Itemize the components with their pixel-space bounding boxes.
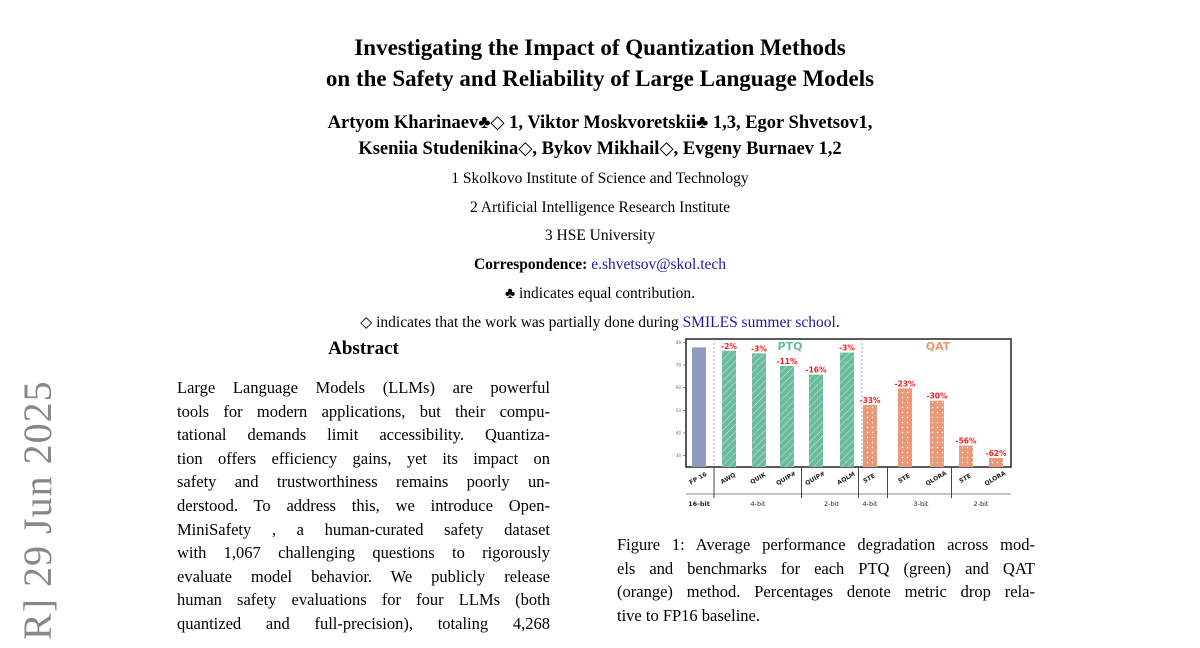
abstract-line: quantized and full-precision), totaling 4,268 [177, 613, 550, 633]
y-tick-label: 70 [675, 362, 681, 368]
category-label: QUIK [749, 471, 768, 486]
abstract-heading: Abstract [328, 338, 399, 359]
bit-group-label: 4-bit [862, 500, 878, 508]
ptq-label: PTQ [777, 340, 803, 353]
category-label: STE [897, 472, 912, 485]
bar [752, 353, 766, 467]
category-label: AWQ [719, 471, 737, 486]
equal-contribution-note: ♣ indicates equal contribution. [504, 285, 696, 302]
abstract-line: Large Language Models (LLMs) are powerful [177, 378, 550, 397]
bit-group-label: 2-bit [973, 500, 989, 508]
bar [930, 401, 944, 467]
bit-group-label: 2-bit [824, 500, 839, 508]
y-tick-label: 30 [675, 453, 681, 459]
abstract-line: human safety evaluations for four LLMs (both [177, 590, 550, 610]
bar [989, 458, 1003, 467]
category-label: AQLM [836, 470, 857, 487]
drop-label: -30% [926, 391, 948, 401]
bar [722, 351, 736, 467]
bar [863, 405, 877, 467]
drop-label: -2% [721, 341, 737, 351]
drop-label: -56% [955, 436, 977, 446]
y-tick-label: 40 [675, 430, 681, 436]
category-label: QLORA [924, 469, 948, 488]
affiliation-1: 1 Skolkovo Institute of Science and Technology [451, 170, 749, 187]
bit-group-label: 3-bit [913, 500, 929, 508]
arxiv-stamp: R] 29 Jun 2025 [15, 380, 60, 640]
drop-label: -3% [751, 344, 767, 354]
abstract-line: tion offers efficiency gains, yet its impact on [177, 448, 550, 468]
bit-group-label: 16-bit [688, 500, 710, 508]
y-tick-label: 50 [675, 407, 681, 413]
abstract-line: MiniSafety , a human-curated safety dataset [177, 519, 550, 539]
figure-caption [617, 533, 1035, 627]
email-link[interactable]: e.shvetsov@skol.tech [591, 256, 727, 273]
bar [692, 347, 706, 467]
y-tick-label: 60 [675, 385, 681, 391]
category-label: QUIP# [775, 470, 798, 488]
bar [840, 353, 854, 467]
drop-label: -62% [985, 448, 1007, 458]
y-tick-label: 80 [675, 339, 681, 345]
bit-group-label: 4-bit [750, 500, 766, 508]
abstract-line: evaluate model behavior. We publicly release [177, 566, 550, 586]
drop-label: -23% [894, 379, 916, 389]
bar [809, 375, 823, 467]
category-label: STE [862, 472, 877, 485]
caption-line: (orange) method. Percentages denote metric drop rela- [617, 582, 1035, 602]
smiles-note: ◇ indicates that the work was partially done during SMILES summer school. [360, 314, 840, 331]
category-label: QLORA [983, 469, 1007, 488]
author-list: Artyom Kharinaev♣◇ 1, Viktor Moskvoretskii♣ 1,3, Egor Shvetsov1, Kseniia Studenikina◇, Bykov Mikhail◇, Evgeny Burnaev 1,2 [327, 113, 873, 159]
drop-label: -11% [776, 356, 798, 366]
caption-line: els and benchmarks for each PTQ (green) and QAT [617, 558, 1035, 578]
bar [780, 366, 794, 467]
abstract-line: with 1,067 challenging questions to rigorously [177, 543, 550, 563]
drop-label: -33% [859, 395, 881, 405]
abstract-line: tational demands limit accessibility. Quantiza- [177, 425, 550, 445]
caption-line: tive to FP16 baseline. [617, 605, 760, 625]
category-label: QUIP# [804, 470, 827, 488]
abstract-line: safety and trustworthiness remains poorly un- [177, 472, 550, 492]
correspondence: Correspondence: e.shvetsov@skol.tech [473, 256, 727, 273]
bar [959, 445, 973, 467]
drop-label: -16% [805, 365, 827, 375]
category-label: STE [958, 472, 973, 485]
paper-title: Investigating the Impact of Quantization Methods on the Safety and Reliability of Large Language Models [325, 35, 875, 91]
caption-line: Figure 1: Average performance degradation across mod- [617, 535, 1035, 554]
abstract-line: tools for modern applications, but their compu- [177, 401, 550, 421]
qat-label: QAT [925, 340, 951, 353]
smiles-link[interactable]: SMILES summer school [682, 314, 836, 331]
bar [898, 388, 912, 467]
drop-label: -3% [839, 343, 855, 353]
affiliation-3: 3 HSE University [544, 227, 656, 244]
affiliation-2: 2 Artificial Intelligence Research Institute [470, 199, 730, 216]
category-label: FP 16 [688, 470, 709, 487]
abstract-line: derstood. To address this, we introduce Open- [177, 495, 550, 515]
